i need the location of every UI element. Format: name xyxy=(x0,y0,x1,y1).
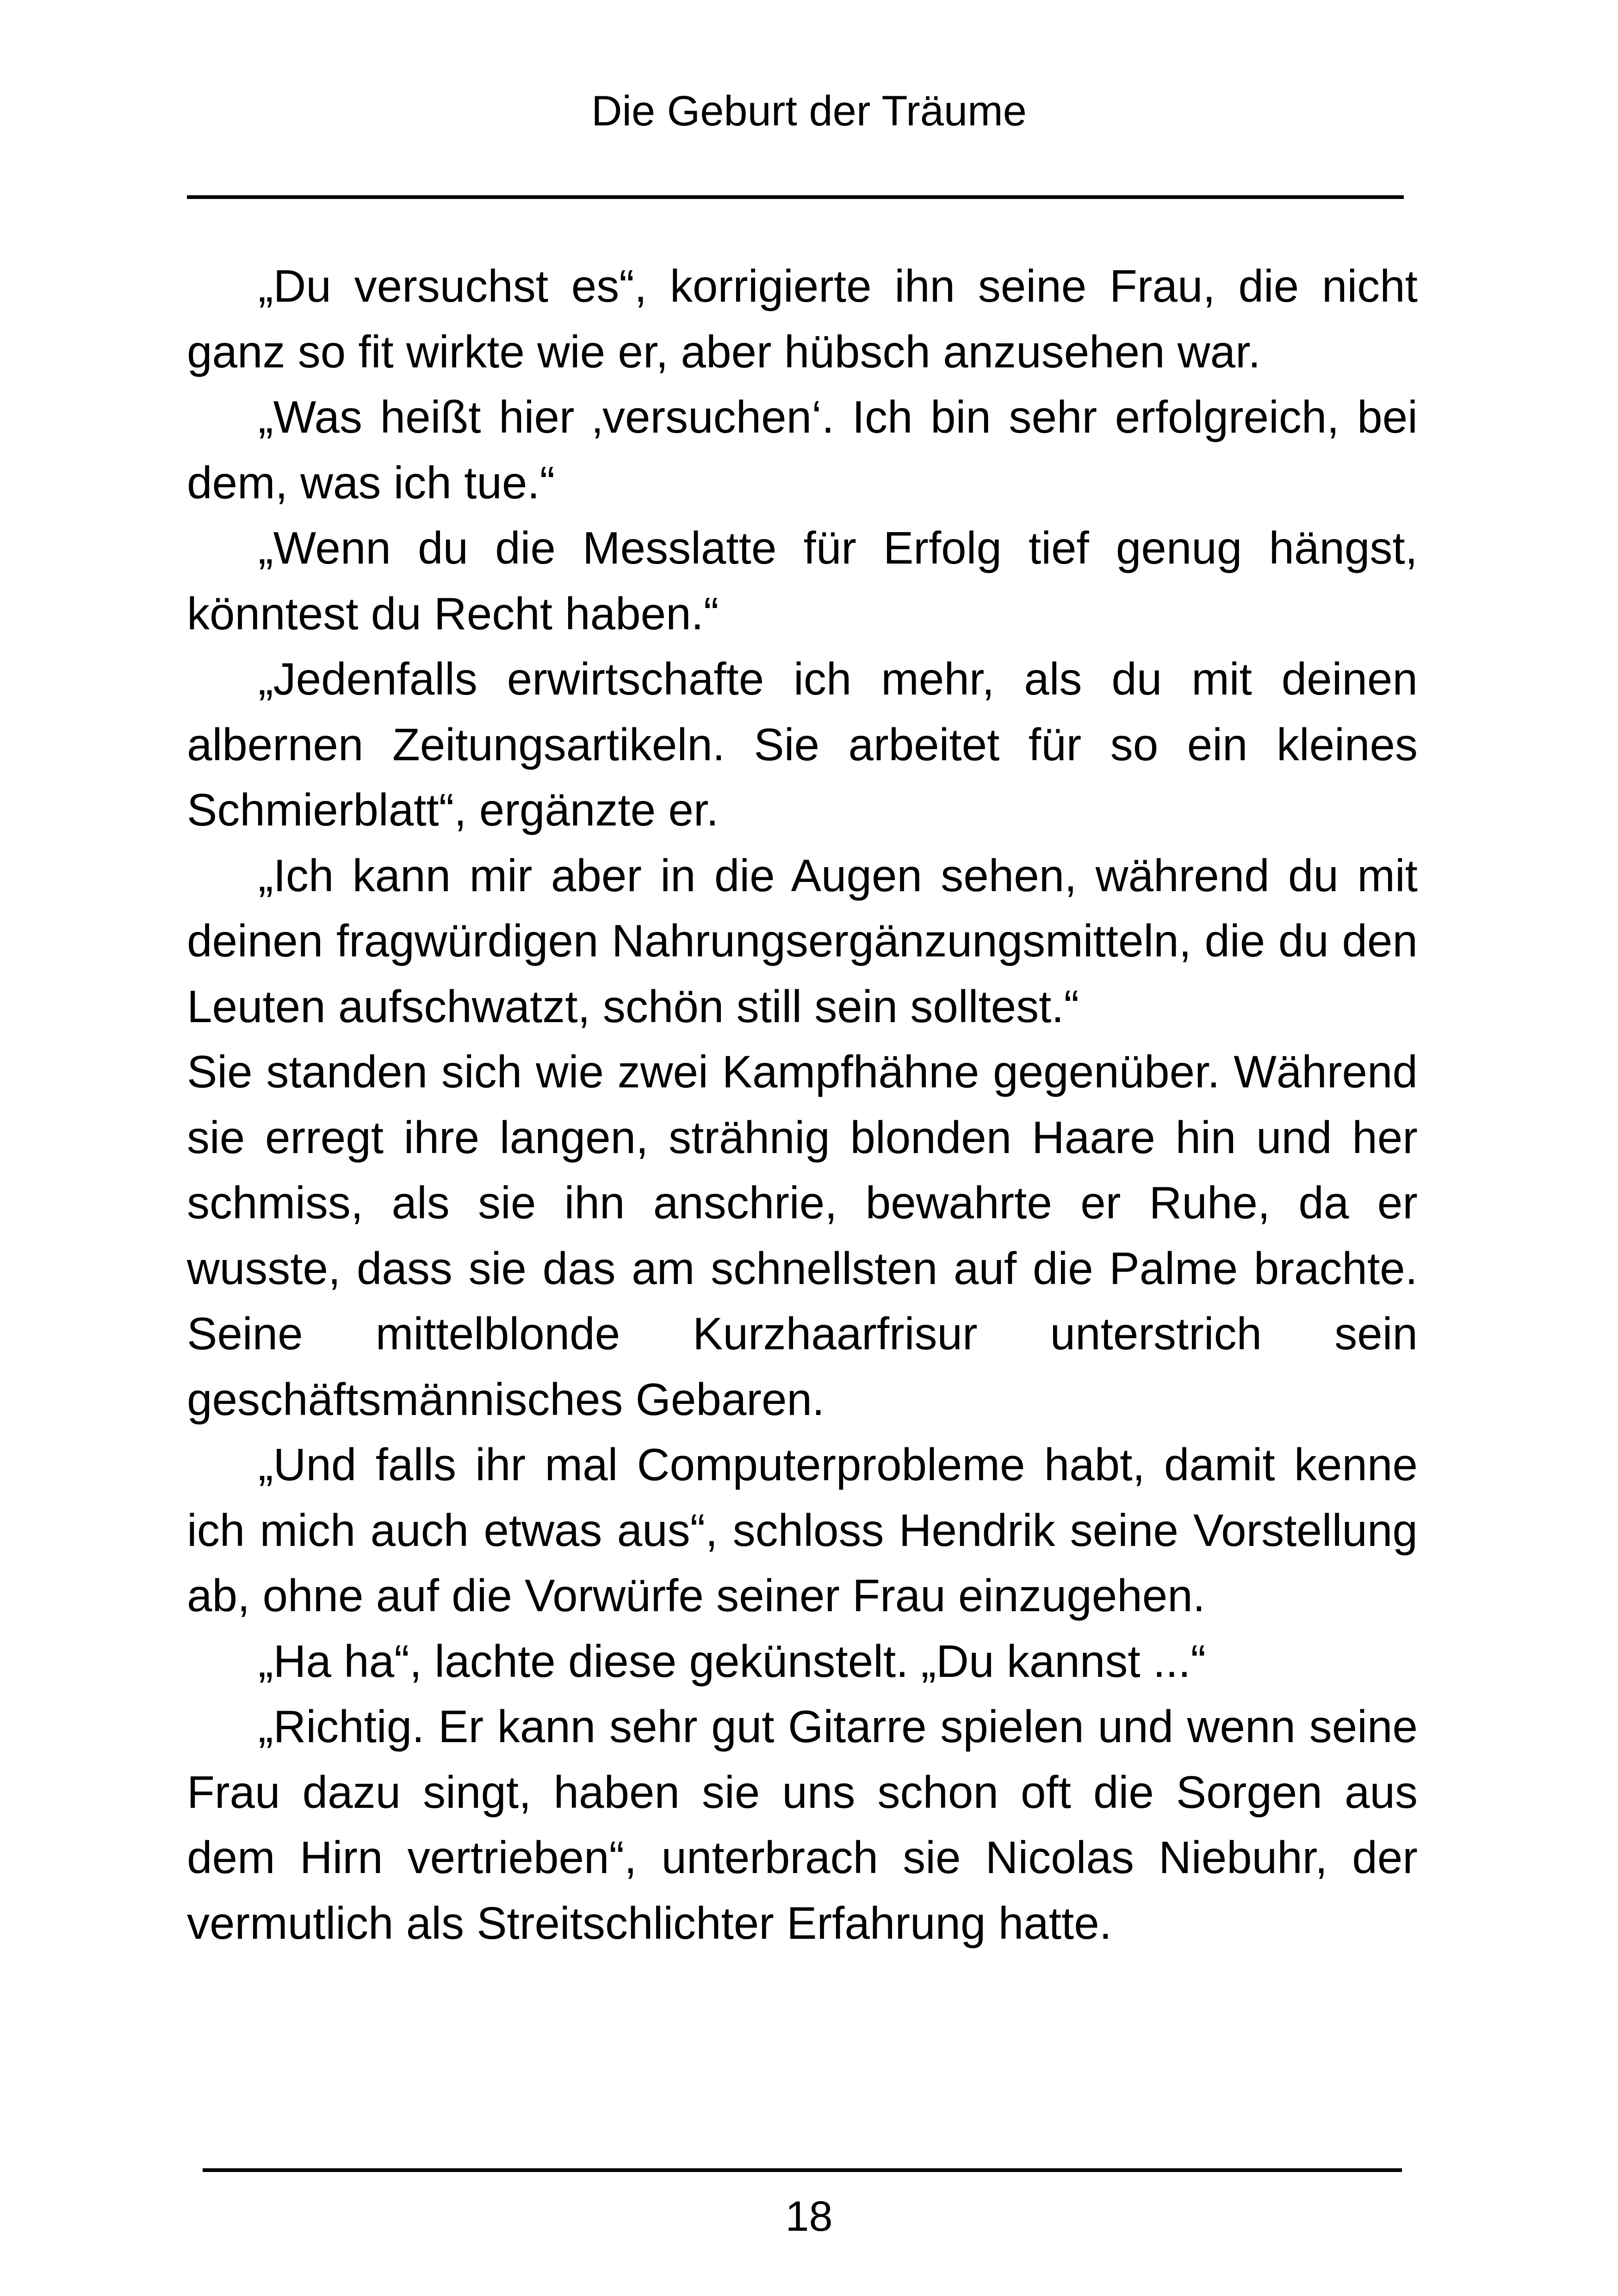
footer-rule xyxy=(203,2168,1402,2172)
paragraph-7: „Und falls ihr mal Computerprobleme habt, damit kenne ich mich auch etwas aus“, schloss Hendrik seine Vorstellung ab, ohne auf die Vorwürfe seiner Frau einzugehen. xyxy=(187,1439,1418,1621)
paragraph-2: „Was heißt hier ‚versuchen‘. Ich bin sehr erfolgreich, bei dem, was ich tue.“ xyxy=(187,391,1418,508)
body-text xyxy=(187,254,1418,1956)
paragraph-8: „Ha ha“, lachte diese gekünstelt. „Du kannst ...“ xyxy=(258,1635,1206,1687)
paragraph-4: „Jedenfalls erwirtschafte ich mehr, als du mit deinen albernen Zeitungsartikeln. Sie arbeitet für so ein kleines Schmierblatt“, ergänzte er. xyxy=(187,653,1418,835)
paragraph-5: „Ich kann mir aber in die Augen sehen, während du mit deinen fragwürdigen Nahrungsergänzungsmitteln, die du den Leuten aufschwatzt, schön still sein solltest.“ xyxy=(187,850,1418,1032)
header-rule xyxy=(187,195,1404,199)
paragraph-1: „Du versuchst es“, korrigierte ihn seine Frau, die nicht ganz so fit wirkte wie er, aber hübsch anzusehen war. xyxy=(187,261,1418,377)
paragraph-9: „Richtig. Er kann sehr gut Gitarre spielen und wenn seine Frau dazu singt, haben sie uns schon oft die Sorgen aus dem Hirn vertrieben“, unterbrach sie Nicolas Niebuhr, der vermutlich als Streitschlichter Erfahrung hatte. xyxy=(187,1701,1418,1948)
page-number: 18 xyxy=(785,2193,833,2240)
paragraph-6: Sie standen sich wie zwei Kampfhähne gegenüber. Während sie erregt ihre langen, strähnig blonden Haare hin und her schmiss, als sie ihn anschrie, bewahrte er Ruhe, da er wusste, dass sie das am schnellsten auf die Palme brachte. Seine mittelblonde Kurzhaarfrisur unterstrich sein geschäftsmännisches Gebaren. xyxy=(187,1046,1418,1425)
running-title: Die Geburt der Träume xyxy=(591,87,1027,135)
paragraph-3: „Wenn du die Messlatte für Erfolg tief genug hängst, könntest du Recht haben.“ xyxy=(187,522,1418,639)
